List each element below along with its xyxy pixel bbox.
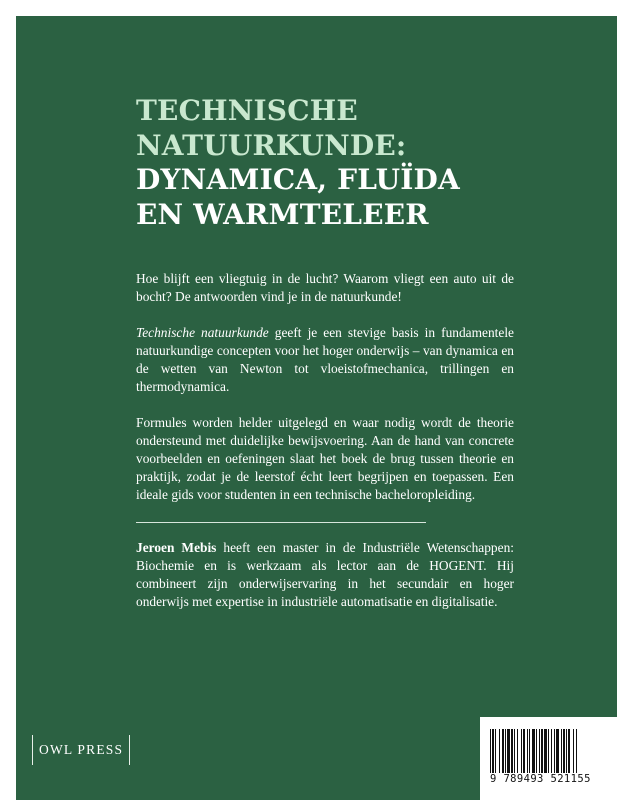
blurb-paragraph-approach: Formules worden helder uitgelegd en waar nodig wordt de theorie ondersteund met duidelijke bewijsvoering. Aan de hand van concrete voorbeelden en oefeningen slaat het boek de brug tussen theorie en praktijk, zodat je de leerstof écht leert begrijpen en toepassen. Een ideale gids voor studenten in een technische bacheloropleiding. bbox=[136, 415, 514, 502]
blurb bbox=[136, 270, 514, 611]
blurb-paragraph-description bbox=[136, 324, 514, 396]
author-bio-text: heeft een master in de Industriële Wetenschappen: Biochemie en is werkzaam als lector aan de HOGENT. Hij combineert zijn onderwijservaring in het secundair en hoger onderwijs met expertise in industriële automatisatie en digitalisatie. bbox=[136, 540, 514, 609]
title-line-1: TECHNISCHE bbox=[136, 94, 358, 127]
title-line-3: DYNAMICA, FLUÏDA bbox=[136, 163, 460, 196]
isbn-number: 9 789493 521155 bbox=[490, 773, 591, 785]
book-back-cover bbox=[16, 16, 617, 800]
author-name: Jeroen Mebis bbox=[136, 540, 217, 555]
blurb-paragraph-description-text: geeft je een stevige basis in fundamentele natuurkundige concepten voor het hoger onderwijs – van dynamica en de wetten van Newton tot vloeistofmechanica, trillingen en thermodynamica. bbox=[136, 325, 514, 394]
blurb-paragraph-intro: Hoe blijft een vliegtuig in de lucht? Waarom vliegt een auto uit de bocht? De antwoorden vind je in de natuurkunde! bbox=[136, 271, 514, 304]
title-line-4: EN WARMTELEER bbox=[136, 197, 429, 231]
author-bio bbox=[136, 539, 514, 611]
book-title bbox=[136, 94, 536, 232]
title-line-2: NATUURKUNDE: bbox=[136, 128, 407, 162]
publisher-name: OWL PRESS bbox=[39, 742, 124, 757]
publisher-logo bbox=[32, 735, 130, 765]
isbn-barcode bbox=[480, 717, 617, 800]
book-title-italic: Technische natuurkunde bbox=[136, 325, 269, 340]
barcode-bars bbox=[490, 729, 607, 773]
divider bbox=[136, 522, 426, 523]
